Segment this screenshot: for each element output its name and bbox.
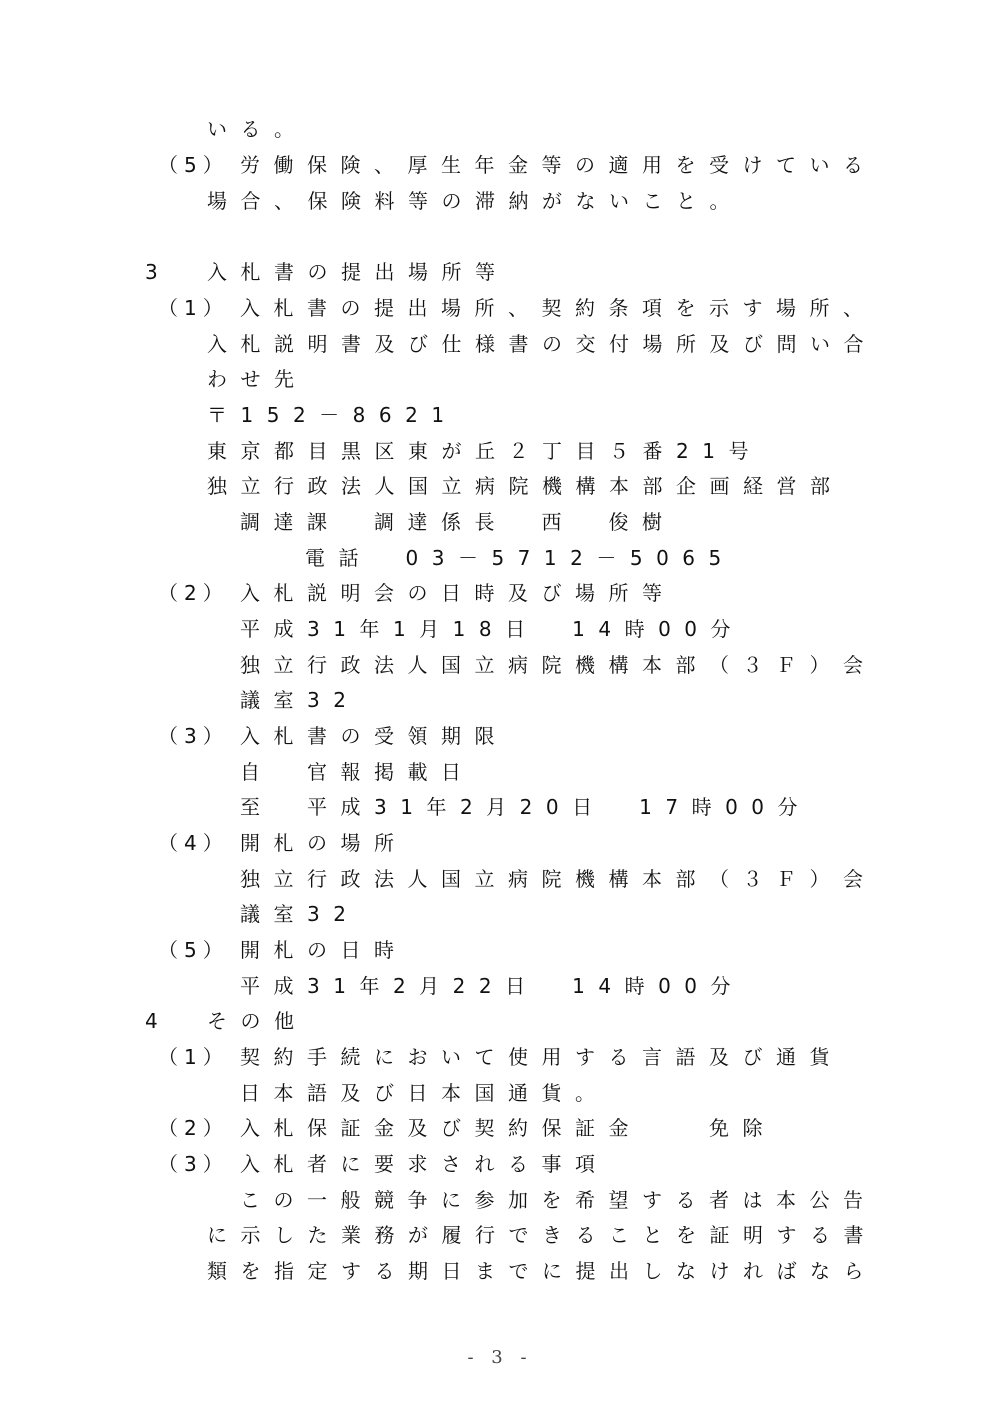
item-marker: （1）	[158, 296, 229, 320]
text-line: 類を指定する期日までに提出しなければなら	[207, 1259, 877, 1283]
text-line: 議室32	[240, 902, 360, 926]
text-line: この一般競争に参加を希望する者は本公告	[240, 1188, 877, 1212]
item-marker: （4）	[158, 831, 229, 855]
text-line: 独立行政法人国立病院機構本部（３Ｆ）会	[240, 867, 877, 891]
text-line: 入札書の受領期限	[240, 724, 508, 748]
date-time: 至 平成31年2月20日 17時00分	[240, 795, 812, 819]
text-line: 独立行政法人国立病院機構本部（３Ｆ）会	[240, 653, 877, 677]
item-marker: （3）	[158, 1152, 229, 1176]
contact-person: 調達課 調達係長 西 俊樹	[240, 510, 676, 534]
item-marker: （3）	[158, 724, 229, 748]
address-line: 東京都目黒区東が丘２丁目５番21号	[207, 439, 762, 463]
section-number: 3	[145, 260, 164, 284]
text-line: 入札説明会の日時及び場所等	[240, 581, 676, 605]
text-line: わせ先	[207, 367, 308, 391]
item-marker: （2）	[158, 581, 229, 605]
text-line: 契約手続において使用する言語及び通貨	[240, 1045, 843, 1069]
text-line: 入札者に要求される事項	[240, 1152, 609, 1176]
text-line: 自 官報掲載日	[240, 760, 475, 784]
date-time: 平成31年2月22日 14時00分	[240, 974, 745, 998]
text-line: 入札保証金及び契約保証金 免除	[240, 1116, 776, 1140]
item-marker: （1）	[158, 1045, 229, 1069]
text-line: 労働保険、厚生年金等の適用を受けている	[240, 153, 877, 177]
organization-line: 独立行政法人国立病院機構本部企画経営部	[207, 474, 844, 498]
section-heading: 入札書の提出場所等	[207, 260, 509, 284]
postal-code: 〒152－8621	[207, 403, 458, 427]
text-line: 日本語及び日本国通貨。	[240, 1081, 609, 1105]
section-number: 4	[145, 1009, 164, 1033]
text-line: 開札の場所	[240, 831, 408, 855]
date-time: 平成31年1月18日 14時00分	[240, 617, 745, 641]
text-line: いる。	[207, 117, 308, 141]
text-line: 場合、保険料等の滞納がないこと。	[207, 189, 743, 213]
item-marker: （5）	[158, 938, 229, 962]
text-line: に示した業務が履行できることを証明する書	[207, 1223, 877, 1247]
text-line: 入札書の提出場所、契約条項を示す場所、	[240, 296, 877, 320]
phone-number: 電話 03－5712－5065	[305, 546, 735, 570]
item-marker: （2）	[158, 1116, 229, 1140]
text-line: 入札説明書及び仕様書の交付場所及び問い合	[207, 332, 877, 356]
section-heading: その他	[207, 1009, 308, 1033]
text-line: 議室32	[240, 688, 360, 712]
page-number: - 3 -	[467, 1347, 533, 1368]
text-line: 開札の日時	[240, 938, 408, 962]
item-marker: （5）	[158, 153, 229, 177]
